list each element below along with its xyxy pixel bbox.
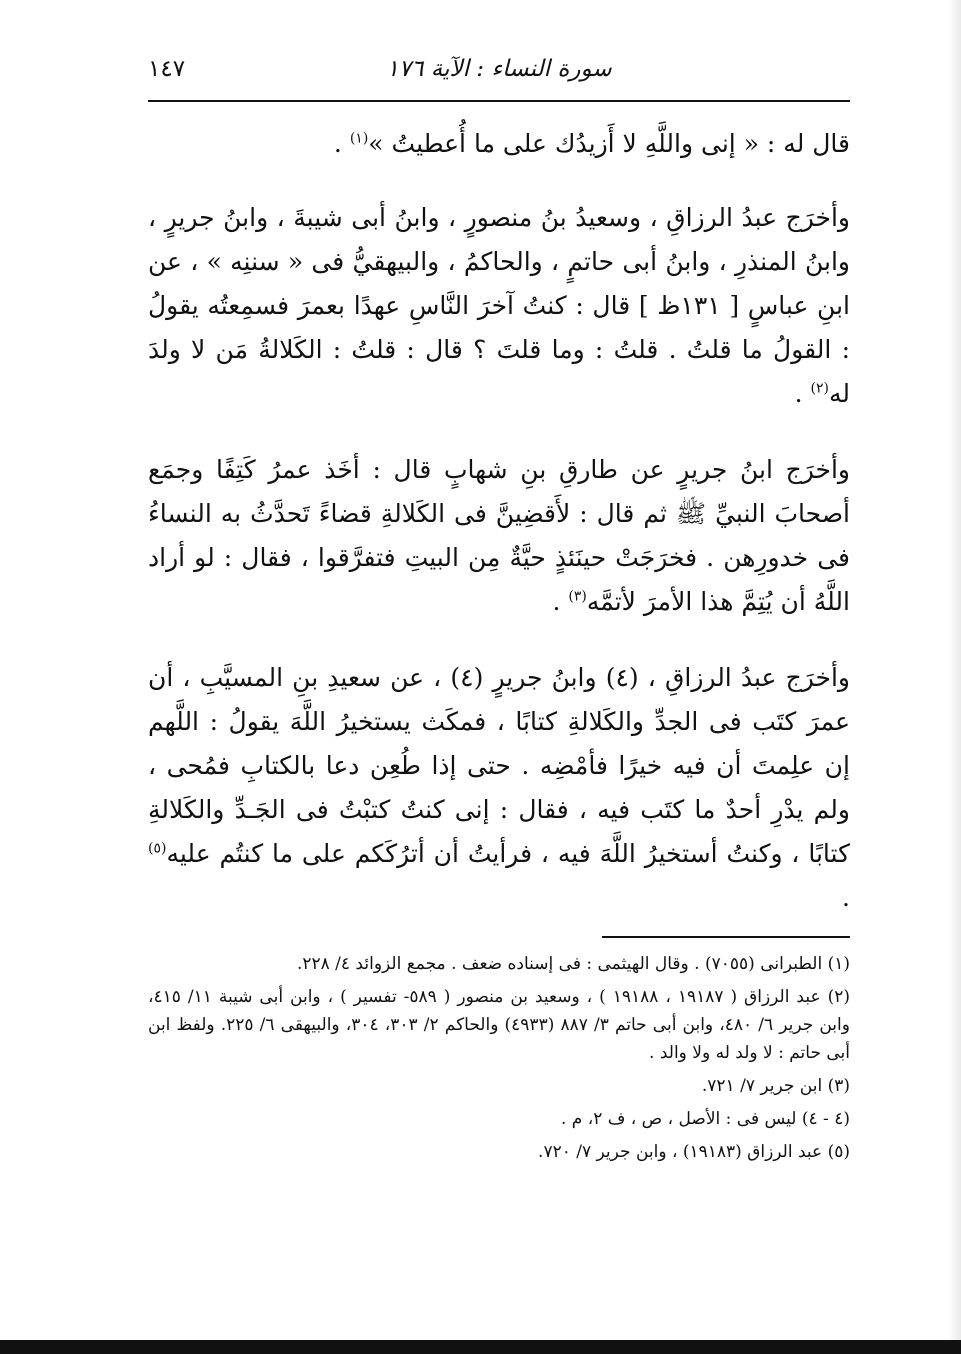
main-text bbox=[148, 122, 850, 952]
paragraph-2 bbox=[148, 196, 850, 416]
footnotes bbox=[148, 950, 850, 1171]
footnote-2: (٢) عبد الرزاق ( ١٩١٨٧ ، ١٩١٨٨ ) ، وسعيد بن منصور ( ٥٨٩- تفسير ) ، وابن أبى شيبة ١١/ ٤١٥، وابن جرير ٦/ ٤٨٠، وابن أبى حاتم ٣/ ٨٨٧ (٤٩٣٣) والحاكم ٢/ ٣٠٣، ٣٠٤، والبيهقى ٦/ ٢٢٥. ولفظ ابن أبى حاتم : لا ولد له ولا والد . bbox=[148, 987, 851, 1063]
paragraph-end: . bbox=[794, 379, 811, 408]
paragraph-3 bbox=[148, 448, 850, 624]
header-rule bbox=[148, 100, 850, 102]
paragraph-text: قال له : « إنى واللَّهِ لا أَزيدُك على ما أُعطيتُ » bbox=[368, 129, 850, 158]
page-header bbox=[148, 52, 850, 96]
footnote-4: (٤ - ٤) ليس فى : الأصل ، ص ، ف ٢، م . bbox=[560, 1109, 850, 1129]
footnote-separator bbox=[602, 936, 850, 938]
paragraph-4 bbox=[148, 656, 850, 920]
page-edge-shadow bbox=[949, 0, 961, 1354]
footnote-reference: (١) bbox=[349, 130, 369, 147]
footnote-3: (٣) ابن جرير ٧/ ٧٢١. bbox=[701, 1076, 850, 1096]
scan-bottom-edge bbox=[0, 1340, 961, 1354]
paragraph-end: . bbox=[842, 883, 850, 912]
paragraph-end: . bbox=[333, 129, 350, 158]
page-number: ١٤٧ bbox=[148, 56, 186, 82]
paragraph-text: وأخرَج عبدُ الرزاقِ ، وسعيدُ بنُ منصورٍ ، وابنُ أبى شيبةَ ، وابنُ جريرٍ ، وابنُ المنذرِ ، وابنُ أبى حاتمٍ ، والحاكمُ ، والبيهقيُّ فى « سننِه » ، عن ابنِ عباسٍ [ ١٣١ظ ] قال : كنتُ آخرَ النَّاسِ عهدًا بعمرَ فسمِعتُه يقولُ : القولُ ما قلتُ . قلتُ : وما قلتَ ؟ قال : قلتُ : الكَلالةُ مَن لا ولدَ له bbox=[148, 203, 850, 408]
footnote-reference: (٣) bbox=[568, 588, 587, 605]
footnote-1: (١) الطبرانى (٧٠٥٥) . وقال الهيثمى : فى إسناده ضعف . مجمع الزوائد ٤/ ٢٢٨. bbox=[296, 954, 850, 974]
paragraph-text: وأخرَج عبدُ الرزاقِ ، (٤) وابنُ جريرٍ (٤) ، عن سعيدِ بنِ المسيَّبِ ، أن عمرَ كتَب فى الجدِّ والكَلالةِ كتابًا ، فمكَث يستخيرُ اللَّهَ يقولُ : اللَّهم إن علِمتَ أن فيه خيرًا فأمْضِه . حتى إذا طُعِن دعا بالكتابِ فمُحى ، ولم يدْرِ أحدٌ ما كتَب فيه ، فقال : إنى كنتُ كتبْتُ فى الجَـدِّ والكَلالةِ كتابًا ، وكنتُ أستخيرُ اللَّهَ فيه ، فرأيتُ أن أترُكَكم على ما كنتُم عليه bbox=[148, 663, 850, 868]
paragraph-1 bbox=[148, 122, 850, 166]
footnote-reference: (٢) bbox=[810, 380, 829, 397]
paragraph-text: وأخرَج ابنُ جريرٍ عن طارقِ بنِ شهابٍ قال : أخَذ عمرُ كَتِفًا وجمَع أصحابَ النبيِّ ﷺ ثم قال : لأَقضِينَّ فى الكَلالةِ قضاءً تَحدَّثُ به النساءُ فى خدورِهن . فخرَجَتْ حينَئذٍ حيَّةٌ مِن البيتِ فتفرَّقوا ، فقال : لو أراد اللَّهُ أن يُتِمَّ هذا الأمرَ لأتمَّه bbox=[148, 455, 850, 616]
running-title: سورة النساء : الآية ١٧٦ bbox=[386, 56, 612, 82]
footnote-reference: (٥) bbox=[148, 840, 167, 857]
footnote-5: (٥) عبد الرزاق (١٩١٨٣) ، وابن جرير ٧/ ٧٢٠. bbox=[538, 1142, 850, 1162]
paragraph-end: . bbox=[552, 587, 569, 616]
